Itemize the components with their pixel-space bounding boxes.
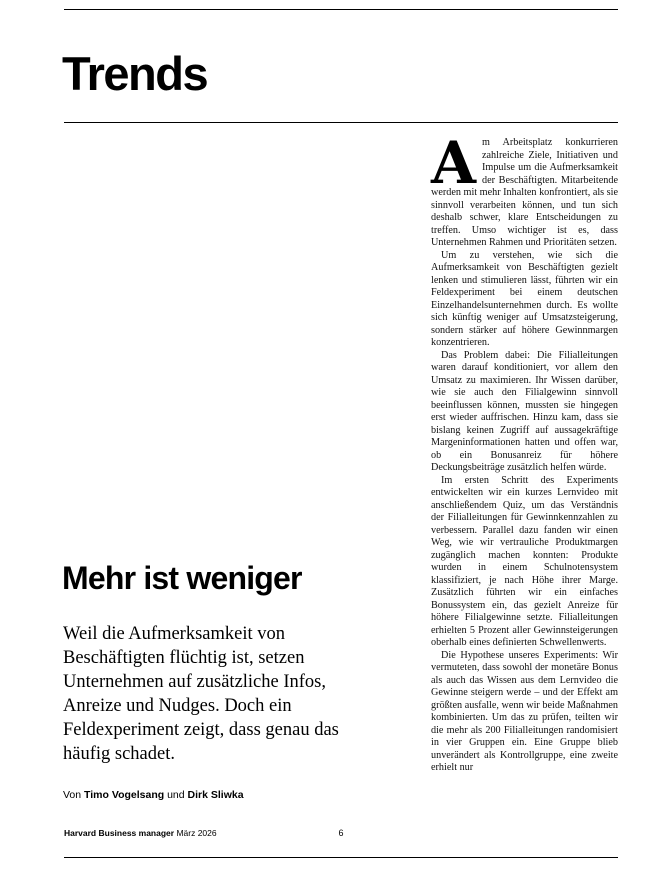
- body-paragraph: Um zu verstehen, wie sich die Aufmerksamkeit von Beschäftigten gezielt lenken und stimulieren lässt, führten wir ein Feldexperiment bei einem deutschen Einzelhandelsunternehmen durch. Es wollte sich künftig weniger auf Umsatzsteigerung, sondern stärker auf höhere Gewinnmargen konzentrieren.: [431, 249, 618, 348]
- header-rule: [64, 122, 618, 123]
- author-name: Dirk Sliwka: [187, 789, 244, 801]
- bottom-rule: [64, 857, 618, 858]
- paragraph-text: m Arbeitsplatz konkurrieren zahlreiche Ziele, Initiativen und Impulse um die Aufmerksamkeit der Beschäftigten. Mitarbeitende werden mit mehr Inhalten konfrontiert, als sie sinnvoll verarbeiten können, und tun sich deshalb schwer, klare Entscheidungen zu treffen. Umso wichtiger ist es, dass Unternehmen Rahmen und Prioritäten setzen.: [431, 137, 618, 248]
- drop-cap: A: [431, 129, 477, 197]
- article-headline: Mehr ist weniger: [62, 560, 302, 596]
- body-paragraph: Die Hypothese unseres Experiments: Wir vermuteten, dass sowohl der monetäre Bonus als auch das Wissen aus dem Lernvideo die Gewinne steigern werde – und der Effekt am größten ausfalle, wenn wir beide Maßnahmen kombinierten. Um das zu prüfen, teilten wir die mehr als 200 Filialleitungen randomisiert in vier Gruppen ein. Eine Gruppe blieb unverändert als Kontrollgruppe, eine zweite erhielt nur: [431, 649, 618, 773]
- article-body-column: [431, 129, 618, 775]
- byline-prefix: Von: [63, 789, 82, 801]
- page-number: 6: [338, 828, 344, 838]
- section-title: Trends: [62, 47, 208, 100]
- article-deck: Weil die Aufmerksamkeit von Beschäftigten flüchtig ist, setzen Unternehmen auf zusätzliche Infos, Anreize und Nudges. Doch ein Feldexperiment zeigt, dass genau das häufig schadet.: [63, 624, 339, 764]
- body-paragraph: [431, 129, 618, 250]
- article-byline: [63, 789, 244, 801]
- magazine-name: Harvard Business manager: [64, 828, 175, 838]
- body-paragraph: Im ersten Schritt des Experiments entwickelten wir ein kurzes Lernvideo mit anschließendem Quiz, um das Verständnis der Filialleitungen für Gewinnkennzahlen zu verbessern. Parallel dazu fanden wir einen Weg, wie wir vertrauliche Produktmargen zugänglich machen konnten: Produkte wurden in einem Schulnotensystem klassifiziert, je nach Höhe ihrer Marge. Zusätzlich führten wir ein einfaches Bonussystem ein, das gezielt Anreize für höhere Filialgewinne setzte. Filialleitungen erhielten 5 Prozent aller Gewinnsteigerungen oberhalb eines definierten Schwellenwerts.: [431, 474, 618, 648]
- byline-conjunction: und: [167, 789, 185, 801]
- issue-date: März 2026: [176, 828, 217, 838]
- top-rule: [64, 9, 618, 10]
- author-name: Timo Vogelsang: [84, 789, 165, 801]
- page-footer: [64, 828, 618, 838]
- body-paragraph: Das Problem dabei: Die Filialleitungen waren darauf konditioniert, vor allem den Umsatz zu maximieren. Ihr Wissen darüber, wie sie auch den Filialgewinn sinnvoll beeinflussen können, mussten sie hingegen erst wieder auffrischen. Hinzu kam, dass sie bislang keinen Zugriff auf aussagekräftige Margeninformationen hatten und offen war, ob ein Bonusanreiz für höhere Deckungsbeiträge zusätzlich helfen würde.: [431, 349, 618, 473]
